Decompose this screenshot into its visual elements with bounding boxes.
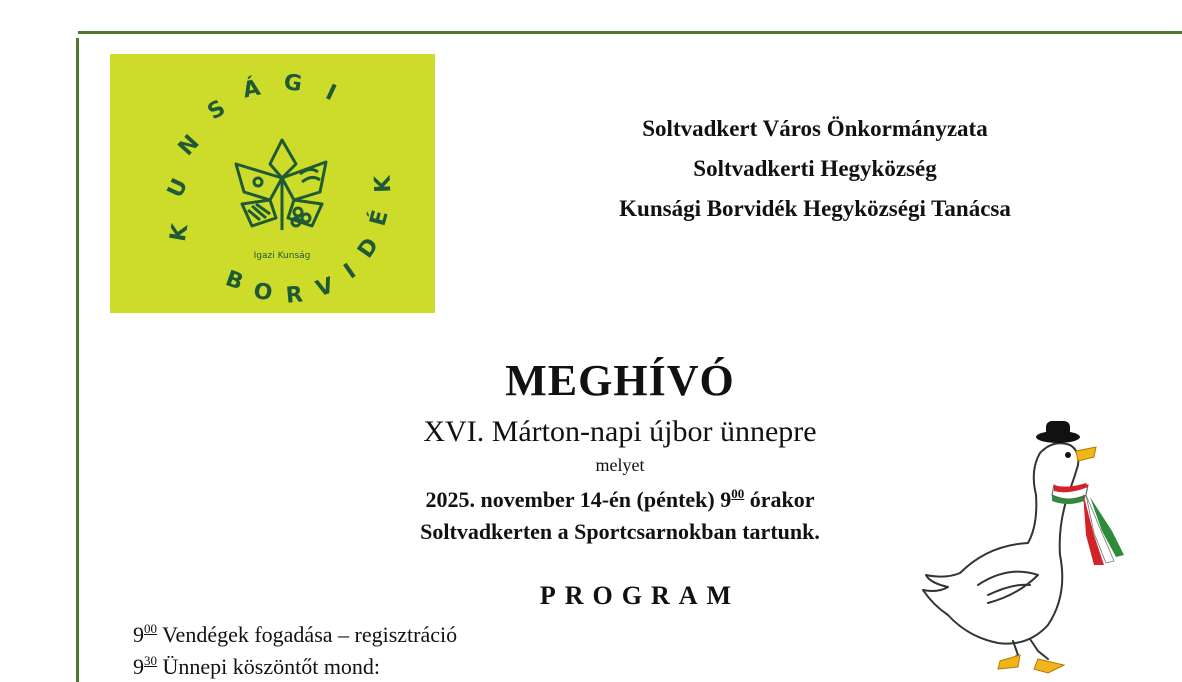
organizer-2: Soltvadkerti Hegyközség [693, 156, 937, 181]
organizer-3: Kunsági Borvidék Hegyközségi Tanácsa [619, 196, 1011, 221]
invitation-title: MEGHÍVÓ [505, 356, 735, 405]
logo-tagline: Igazi Kunság [253, 251, 311, 261]
program-item-text: Ünnepi köszöntőt mond: [157, 654, 381, 679]
program-item [133, 621, 457, 648]
event-date [320, 486, 920, 513]
svg-text:S: S [203, 95, 230, 126]
svg-text:I: I [339, 259, 361, 285]
organizer-1: Soltvadkert Város Önkormányzata [642, 116, 988, 141]
program-item-hour: 9 [133, 622, 144, 647]
svg-text:I: I [321, 80, 340, 107]
event-place: Soltvadkerten a Sportcsarnokban tartunk. [420, 519, 820, 544]
svg-text:G: G [282, 69, 304, 98]
svg-text:K: K [370, 175, 397, 194]
program-item-minute: 30 [144, 653, 157, 668]
goose-illustration [918, 415, 1128, 682]
event-date-suffix: órakor [744, 487, 815, 512]
page-border-top [78, 31, 1182, 34]
program-heading: PROGRAM [539, 581, 741, 610]
svg-text:D: D [353, 233, 385, 263]
svg-text:V: V [313, 273, 337, 303]
program-item-text: Vendégek fogadása – regisztráció [157, 622, 458, 647]
svg-text:U: U [163, 174, 194, 202]
svg-text:É: É [365, 207, 394, 229]
invitation-subtitle: XVI. Márton-napi újbor ünnepre [423, 415, 817, 448]
program-item-hour: 9 [133, 654, 144, 679]
logo-emblem [110, 54, 435, 313]
event-date-minutes: 00 [731, 486, 745, 501]
svg-text:K: K [165, 222, 194, 244]
svg-text:R: R [284, 282, 304, 309]
event-date-main: 2025. november 14-én (péntek) 9 [425, 487, 732, 512]
svg-text:O: O [251, 278, 274, 307]
svg-text:Á: Á [240, 75, 263, 104]
kunsagi-borvidek-logo [110, 54, 435, 313]
svg-text:N: N [173, 130, 205, 161]
page-border-left [76, 38, 79, 682]
program-item [133, 653, 380, 680]
svg-text:B: B [222, 266, 247, 296]
program-item-minute: 00 [144, 621, 157, 636]
connector-text: melyet [595, 455, 645, 475]
